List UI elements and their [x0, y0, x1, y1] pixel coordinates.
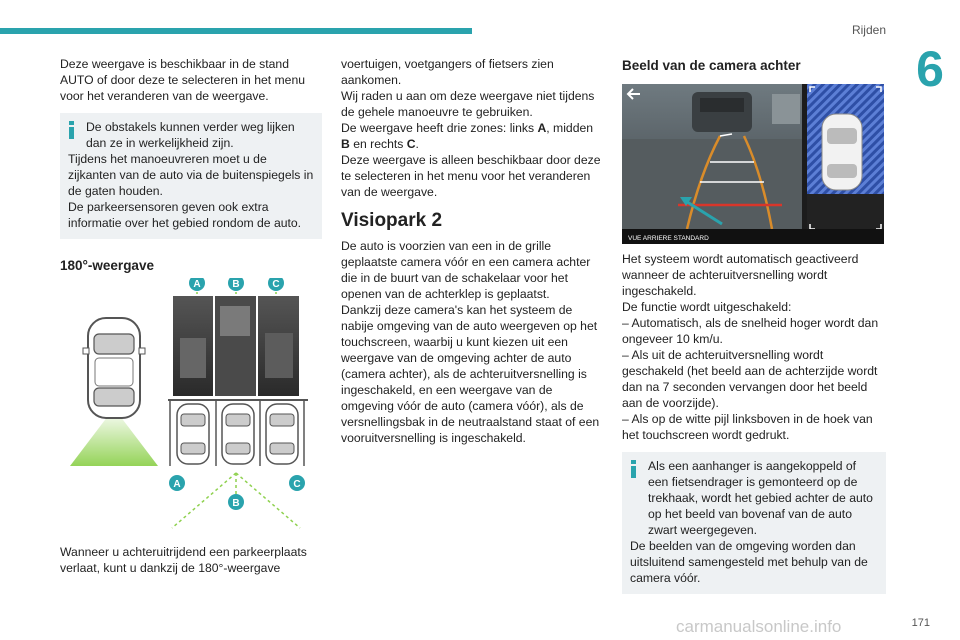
- zone-b-ref: B: [341, 137, 350, 151]
- paragraph-zones: De weergave heeft drie zones: links A, midden B en rechts C.: [341, 121, 594, 151]
- info-icon: [631, 460, 637, 478]
- camera-screen-image: [173, 296, 299, 396]
- info-text: De beelden van de omgeving worden dan uitsluitend samengesteld met behulp van de camera vóór.: [630, 539, 868, 585]
- paragraph: voertuigen, voetgangers of fietsers zien aankomen.: [341, 57, 554, 87]
- column-right: [622, 56, 886, 594]
- paragraph: – Automatisch, als de snelheid hoger wordt dan ongeveer 10 km/u.: [622, 316, 879, 346]
- page-number: 171: [911, 617, 930, 629]
- info-box-obstacles: [60, 113, 322, 239]
- info-text: De parkeersensoren geven ook extra informatie over het gebied rondom de auto.: [68, 200, 302, 230]
- heading-rear-camera: Beeld van de camera achter: [622, 58, 801, 73]
- section-title: Rijden: [851, 23, 886, 37]
- zone-label-a: A: [193, 279, 201, 290]
- screen-caption: VUE ARRIERE STANDARD: [628, 235, 709, 242]
- paragraph: – Als op de witte pijl linksboven in de hoek van het touchscreen wordt gedrukt.: [622, 412, 873, 442]
- info-text: Als een aanhanger is aangekoppeld of een fietsendrager is gemonteerd op de trekhaak, wordt het gebied achter de auto op het beeld van bovenaf van de auto zwart weergegeven.: [648, 459, 873, 537]
- paragraph: Het systeem wordt automatisch geactiveerd wanneer de achteruitversnelling wordt ingeschakeld.: [622, 252, 859, 298]
- zone-label-a-bottom: A: [173, 479, 181, 490]
- paragraph: – Als uit de achteruitversnelling wordt geschakeld (het beeld aan de achterzijde wordt dan na 7 seconden vervangen door het beeld aan de voorzijde).: [622, 348, 878, 410]
- heading-180-view: 180°-weergave: [60, 258, 154, 273]
- intro-paragraph: Deze weergave is beschikbaar in de stand AUTO of door deze te selecteren in het menu voor het veranderen van de weergave.: [60, 57, 306, 103]
- watermark: carmanualsonline.info: [676, 617, 842, 636]
- heading-visiopark: Visiopark 2: [341, 210, 443, 231]
- rear-camera-screen: [622, 84, 884, 244]
- paragraph: Deze weergave is alleen beschikbaar door deze te selecteren in het menu voor het veranderen van de weergave.: [341, 153, 601, 199]
- outro-paragraph: Wanneer u achteruitrijdend een parkeerplaats verlaat, kunt u dankzij de 180°-weergave: [60, 545, 307, 575]
- zone-label-c-bottom: C: [293, 479, 301, 490]
- chapter-number: 6: [916, 41, 944, 97]
- paragraph: De functie wordt uitgeschakeld:: [622, 300, 792, 314]
- paragraph: Wij raden u aan om deze weergave niet tijdens de gehele manoeuvre te gebruiken.: [341, 89, 595, 119]
- header-accent-bar: [0, 28, 472, 34]
- zone-a-ref: A: [537, 121, 547, 135]
- column-left: [60, 56, 322, 576]
- paragraph: Dankzij deze camera's kan het systeem de nabije omgeving van de auto weergeven op het touchscreen, waarbij u kunt kiezen uit een weergave van de omgeving achter de auto (camera achter), als de achteruitversnelling is ingeschakeld, en een weergave van de omgeving vóór de auto (camera vóór), als de versnellingsbak in de neutraalstand staat of een vooruitversnelling is ingeschakeld.: [341, 303, 600, 445]
- zone-c-ref: C: [406, 137, 416, 151]
- zone-label-b: B: [232, 279, 240, 290]
- car-topview: [83, 318, 145, 418]
- zone-label-c: C: [272, 279, 280, 290]
- info-box-trailer: [622, 452, 886, 594]
- paragraph: De auto is voorzien van een in de grille geplaatste camera vóór en een camera achter die in de buurt van de schakelaar voor het openen van de achterklep is geplaatst.: [341, 239, 591, 301]
- info-icon: [69, 121, 75, 139]
- info-text: Tijdens het manoeuvreren moet u de zijkanten van de auto via de buitenspiegels in de gaten houden.: [68, 152, 314, 198]
- column-middle: [341, 56, 603, 446]
- info-text: De obstakels kunnen verder weg lijken dan ze in werkelijkheid zijn.: [86, 120, 295, 150]
- 180-view-illustration: [60, 278, 322, 538]
- zone-label-b-bottom: B: [232, 498, 240, 509]
